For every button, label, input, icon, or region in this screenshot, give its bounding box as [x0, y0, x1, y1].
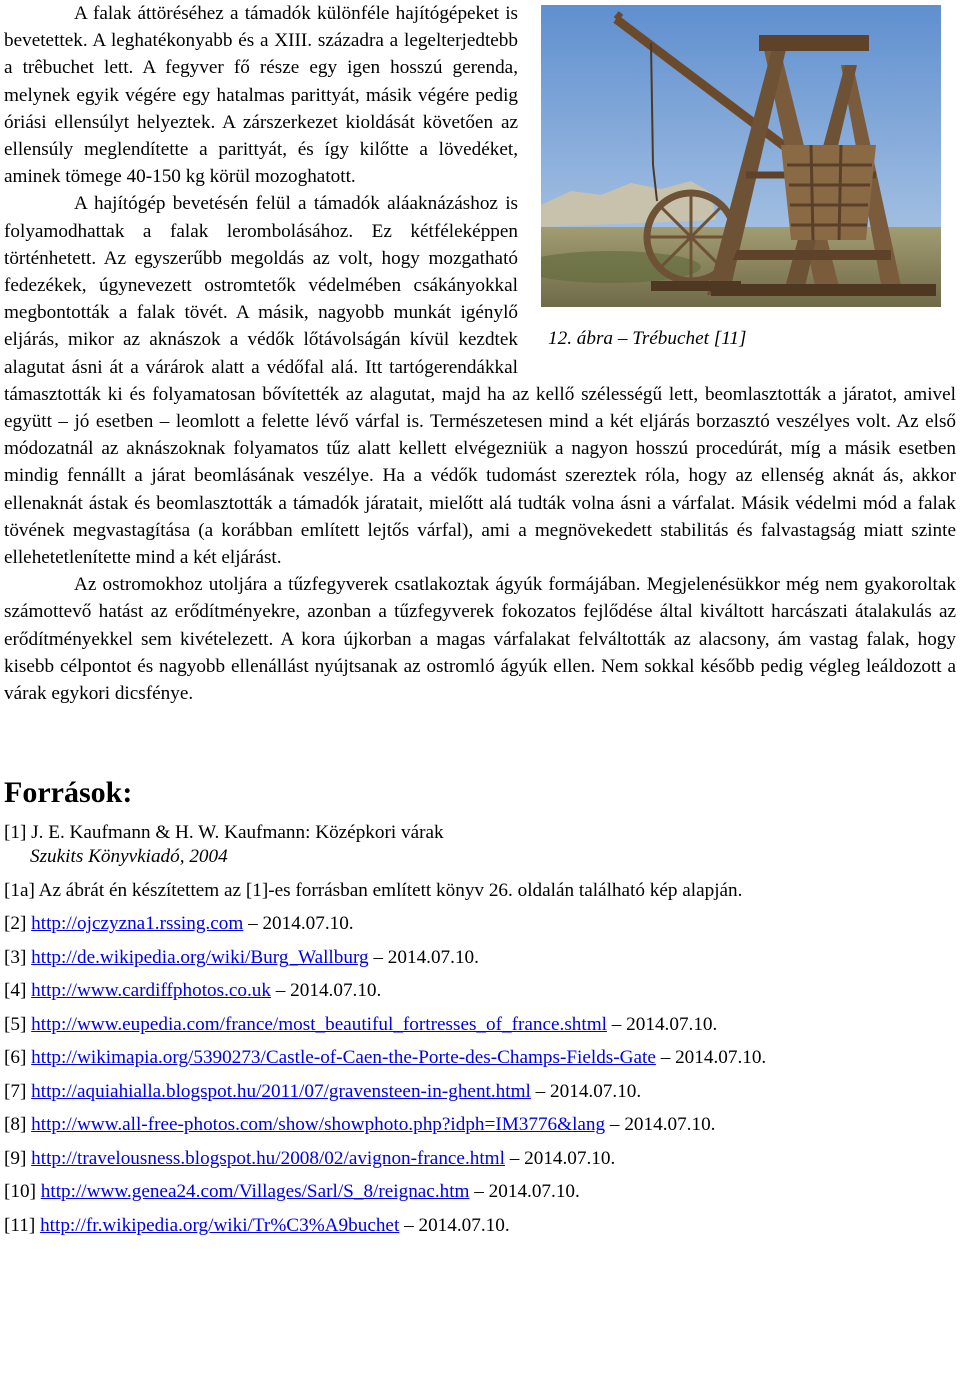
source-date: 2014.07.10.: [524, 1147, 616, 1169]
source-link[interactable]: http://www.genea24.com/Villages/Sarl/S_8/reignac.htm: [40, 1181, 470, 1203]
source-publisher: Szukits Könyvkiadó, 2004: [30, 846, 228, 868]
source-link[interactable]: http://www.eupedia.com/france/most_beautiful_fortresses_of_france.shtml: [31, 1013, 607, 1035]
source-number: [7]: [4, 1080, 27, 1102]
source-link[interactable]: http://travelousness.blogspot.hu/2008/02/avignon-france.html: [31, 1147, 505, 1169]
source-number: [2]: [4, 913, 27, 935]
source-number: [6]: [4, 1047, 27, 1069]
source-date: 2014.07.10.: [675, 1047, 767, 1069]
source-item: [4] http://www.cardiffphotos.co.uk – 2014.07.10.: [4, 980, 382, 1002]
source-date: 2014.07.10.: [387, 946, 479, 968]
source-item: [5] http://www.eupedia.com/france/most_beautiful_fortresses_of_france.shtml – 2014.07.10.: [4, 1013, 718, 1035]
figure-caption: 12. ábra – Trébuchet [11]: [548, 328, 747, 349]
source-date: 2014.07.10.: [624, 1114, 716, 1136]
source-number: [4]: [4, 980, 27, 1002]
source-link[interactable]: http://de.wikipedia.org/wiki/Burg_Wallburg: [31, 946, 369, 968]
source-date: 2014.07.10.: [418, 1214, 510, 1236]
figure-trebuchet: [536, 5, 956, 351]
source-date: 2014.07.10.: [262, 913, 354, 935]
source-link[interactable]: http://fr.wikipedia.org/wiki/Tr%C3%A9buchet: [40, 1214, 400, 1236]
article-body: [4, 0, 956, 707]
source-number: [9]: [4, 1147, 27, 1169]
source-item: [11] http://fr.wikipedia.org/wiki/Tr%C3%A9buchet – 2014.07.10.: [4, 1214, 510, 1236]
paragraph-1: A falak áttöréséhez a támadók különféle hajítógépeket is bevetettek. A leghatékonyabb és a XIII. századra a legelterjedtebb a trêbuchet lett. A fegyver fő része egy igen hosszú gerenda, melynek egyik végére egy hatalmas parittyát, másik végére pedig óriási ellensúlyt helyeztek. A zárszerkezet kioldását követően az ellensúly meglendítette a parittyát, és így kilőtte a lövedéket, aminek tömege 40-150 kg körül mozoghatott.: [4, 3, 518, 188]
source-item: [3] http://de.wikipedia.org/wiki/Burg_Wallburg – 2014.07.10.: [4, 946, 479, 968]
sources-list: [4, 821, 956, 1238]
source-link[interactable]: http://wikimapia.org/5390273/Castle-of-Caen-the-Porte-des-Champs-Fields-Gate: [31, 1047, 656, 1069]
source-text: J. E. Kaufmann & H. W. Kaufmann: Középkori várak: [31, 822, 444, 844]
source-link[interactable]: http://ojczyzna1.rssing.com: [31, 913, 244, 935]
source-number: [11]: [4, 1214, 36, 1236]
source-number: [1a]: [4, 879, 35, 901]
source-item: [8] http://www.all-free-photos.com/show/showphoto.php?idph=IM3776&lang – 2014.07.10.: [4, 1114, 716, 1136]
source-number: [1]: [4, 822, 27, 844]
source-item: [9] http://travelousness.blogspot.hu/2008/02/avignon-france.html – 2014.07.10.: [4, 1147, 616, 1169]
source-item: [4, 879, 956, 903]
source-item: [4, 821, 956, 869]
paragraph-2: A hajítógép bevetésén felül a támadók aláaknázáshoz is folyamodhattak a falak lerombolásához. Ez kétféleképpen történhetett. Az egyszerűbb megoldás az volt, hogy mozgatható fedezékek, úgynevezett ostromtetők védelmében csákányokkal megbontották a falak tövét. A másik, nagyobb munkát igénylő eljárás, mikor az aknászok a védők lőtávolságán kívül kezdtek alagutat ásni át a várárok alatt a védőfal alá. Itt tartógerendákkal támasztották ki és folyamatosan bővítették az alagutat, majd ha az kellő szélességű lett, beomlasztották a járatot, amivel együtt – jó esetben – leomlott a felette lévő várfal is. Természetesen mind a két eljárás borzasztó veszélyes volt. Az első módozatnál az aknászoknak folyamatos tűz alatt kellett elvégezniük a nagyon hosszú procedúrát, míg a másik esetben mindig fennállt a járat beomlásának veszélye. Ha a védők tudomást szereztek róla, hogy az ellenség aknát ás, akkor ellenaknát ástak és beomlasztották a támadók járatait, mielőtt alá tudták volna ásni a várfalat. Másik védelmi mód a falak tövének megvastagítása (a korábban említett lejtős várfal), ami a megnövekedett stabilitás és falvastagság miatt szinte ellehetetlenítette mind a két eljárást.: [4, 193, 956, 569]
source-item: [6] http://wikimapia.org/5390273/Castle-of-Caen-the-Porte-des-Champs-Fields-Gate – 2014.07.10.: [4, 1047, 767, 1069]
trebuchet-photo: [541, 5, 941, 307]
source-link[interactable]: http://aquiahialla.blogspot.hu/2011/07/gravensteen-in-ghent.html: [31, 1080, 531, 1102]
source-item: [2] http://ojczyzna1.rssing.com – 2014.07.10.: [4, 913, 354, 935]
source-number: [10]: [4, 1181, 36, 1203]
paragraph-3: Az ostromokhoz utoljára a tűzfegyverek csatlakoztak ágyúk formájában. Megjelenésükkor még nem gyakoroltak számottevő hatást az erődítményekre, azonban a tűzfegyverek fokozatos fejlődése által kiváltott harcászati átalakulás az erődítményekkel sem kivételezett. A kora újkorban a magas várfalakat felváltották az alacsony, ám vastag falak, hogy kisebb célpontot és nagyobb ellenállást nyújtsanak az ostromló ágyúk ellen. Nem sokkal később pedig végleg leáldozott a várak egykori dicsfénye.: [4, 574, 956, 705]
source-date: 2014.07.10.: [290, 980, 382, 1002]
source-number: [8]: [4, 1114, 27, 1136]
source-date: 2014.07.10.: [626, 1013, 718, 1035]
source-number: [3]: [4, 946, 27, 968]
source-item: [10] http://www.genea24.com/Villages/Sarl/S_8/reignac.htm – 2014.07.10.: [4, 1181, 580, 1203]
source-text: Az ábrát én készítettem az [1]-es forrásban említett könyv 26. oldalán található kép alapján.: [38, 879, 743, 901]
source-date: 2014.07.10.: [488, 1181, 580, 1203]
source-link[interactable]: http://www.cardiffphotos.co.uk: [31, 980, 271, 1002]
source-date: 2014.07.10.: [550, 1080, 642, 1102]
source-link[interactable]: http://www.all-free-photos.com/show/showphoto.php?idph=IM3776&lang: [31, 1114, 606, 1136]
source-item: [7] http://aquiahialla.blogspot.hu/2011/07/gravensteen-in-ghent.html – 2014.07.10.: [4, 1080, 642, 1102]
source-number: [5]: [4, 1013, 27, 1035]
sources-heading: Források:: [4, 776, 133, 810]
